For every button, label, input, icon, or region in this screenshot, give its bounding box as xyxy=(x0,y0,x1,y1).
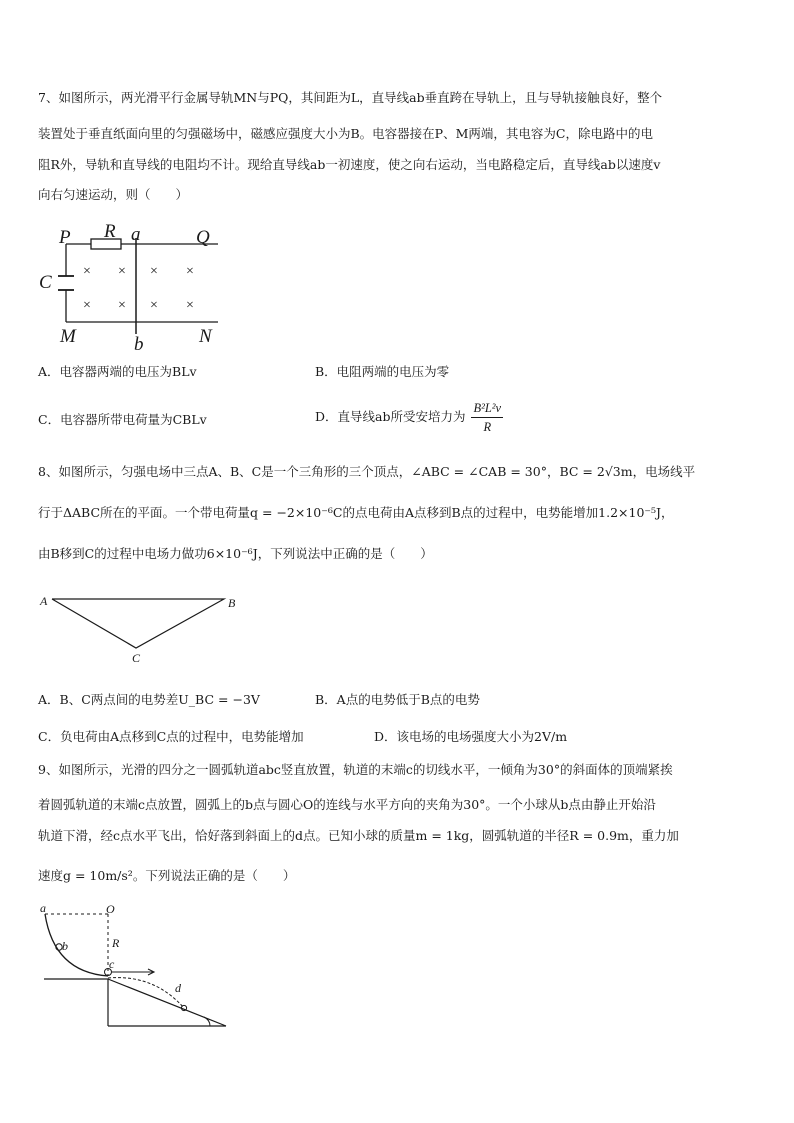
q7-option-d-fraction: $\frac{\text{B²L²v}}{R}$ xyxy=(473,401,502,434)
label-R: R xyxy=(104,222,116,242)
q7-option-c[interactable]: C．电容器所带电荷量为CBLv xyxy=(38,412,207,427)
q7-option-b[interactable]: B．电阻两端的电压为零 xyxy=(315,364,450,379)
svg-text:×: × xyxy=(150,264,158,279)
svg-text:×: × xyxy=(186,298,194,313)
svg-text:×: × xyxy=(118,298,126,313)
magnetic-field-marks xyxy=(83,264,194,313)
label-B: B xyxy=(228,596,236,610)
label-C: C xyxy=(132,651,141,665)
q8-option-b[interactable]: B．A点的电势低于B点的电势 xyxy=(315,692,480,707)
incline-surface xyxy=(108,979,226,1026)
label-b: b xyxy=(134,334,144,354)
q8-option-a[interactable]: A．B、C两点间的电势差U_BC = −3V xyxy=(38,692,260,707)
label-N: N xyxy=(199,326,212,347)
svg-text:×: × xyxy=(186,264,194,279)
q8-line-2: 行于ΔABC所在的平面。一个带电荷量q = −2×10⁻⁶C的点电荷由A点移到B点的过程中，电势能增加1.2×10⁻⁵J， xyxy=(38,505,674,520)
label-a: a xyxy=(40,901,46,915)
q7-circuit-diagram xyxy=(36,222,236,354)
q7-line-4: 向右匀速运动，则（ ） xyxy=(38,187,189,202)
q9-line-3: 轨道下滑，经c点水平飞出，恰好落到斜面上的d点。已知小球的质量m = 1kg，圆弧轨道的半径R = 0.9m，重力加 xyxy=(38,828,679,843)
svg-text:×: × xyxy=(150,298,158,313)
q9-line-2: 着圆弧轨道的末端c点放置，圆弧上的b点与圆心O的连线与水平方向的夹角为30°。一个小球从b点由静止开始沿 xyxy=(38,797,656,812)
q7-line-1: 7、如图所示，两光滑平行金属导轨MN与PQ，其间距为L，直导线ab垂直跨在导轨上，且与导轨接触良好，整个 xyxy=(38,90,663,105)
q8-option-d[interactable]: D．该电场的电场强度大小为2V/m xyxy=(374,729,568,744)
arc-track xyxy=(45,914,108,976)
label-A: A xyxy=(40,594,48,608)
q7-option-d[interactable] xyxy=(315,400,503,435)
label-C: C xyxy=(39,272,52,293)
q8-line-3: 由B移到C的过程中电场力做功6×10⁻⁶J，下列说法中正确的是（ ） xyxy=(38,546,433,561)
label-Q: Q xyxy=(196,227,210,248)
q8-line-1: 8、如图所示，匀强电场中三点A、B、C是一个三角形的三个顶点，∠ABC = ∠CAB = 30°，BC = 2√3m，电场线平 xyxy=(38,464,696,479)
q7-line-2: 装置处于垂直纸面向里的匀强磁场中，磁感应强度大小为B。电容器接在P、M两端，其电容为C，除电路中的电 xyxy=(38,126,653,141)
label-P: P xyxy=(59,227,71,248)
svg-text:×: × xyxy=(118,264,126,279)
label-d: d xyxy=(175,981,181,995)
trajectory-path xyxy=(108,978,184,1008)
q8-option-c[interactable]: C．负电荷由A点移到C点的过程中，电势能增加 xyxy=(38,729,304,744)
label-M: M xyxy=(60,326,76,347)
svg-text:×: × xyxy=(83,264,91,279)
svg-text:×: × xyxy=(83,298,91,313)
q9-track-diagram xyxy=(36,900,236,1034)
q9-line-4: 速度g = 10m/s²。下列说法正确的是（ ） xyxy=(38,868,296,883)
q9-line-1: 9、如图所示，光滑的四分之一圆弧轨道abc竖直放置，轨道的末端c的切线水平，一倾角为30°的斜面体的顶端紧挨 xyxy=(38,762,673,777)
q7-option-d-text: D．直导线ab所受安培力为 xyxy=(315,409,466,424)
label-c: c xyxy=(109,957,115,971)
label-O: O xyxy=(106,902,115,916)
label-a: a xyxy=(131,224,141,245)
label-b: b xyxy=(62,939,68,953)
q7-option-a[interactable]: A．电容器两端的电压为BLv xyxy=(38,364,197,379)
q7-line-3: 阻R外，导轨和直导线的电阻均不计。现给直导线ab一初速度，使之向右运动，当电路稳定后，直导线ab以速度v xyxy=(38,157,661,172)
q8-triangle-diagram xyxy=(36,590,246,668)
label-R: R xyxy=(112,936,120,950)
